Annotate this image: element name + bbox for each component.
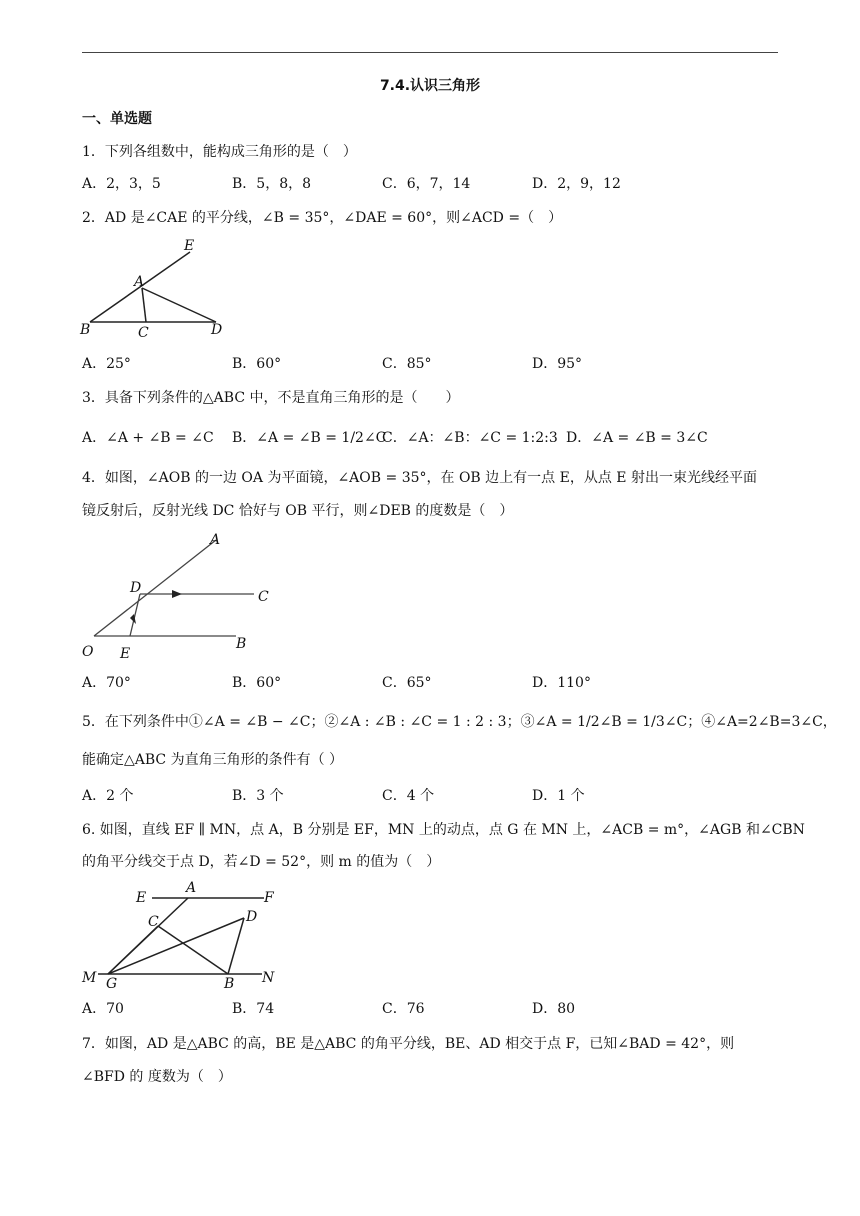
q6-segment-bd — [228, 918, 244, 974]
question-1-stem: 1．下列各组数中，能构成三角形的是（ ） — [82, 144, 357, 160]
q4-figure — [78, 530, 278, 664]
q2-label-b: B — [80, 322, 91, 338]
question-7-stem-line-2: ∠BFD 的 度数为（ ） — [82, 1069, 232, 1085]
q6-label-a: A — [186, 880, 197, 896]
q4-option-d: D．110° — [532, 675, 591, 691]
q4-ray-ed — [130, 594, 140, 636]
q2-option-d: D．95° — [532, 356, 583, 372]
q4-label-o: O — [82, 644, 94, 660]
q6-label-c: C — [148, 914, 159, 930]
q1-option-b: B．5，8，8 — [232, 176, 312, 192]
q5-option-d: D．1 个 — [532, 788, 585, 804]
q4-option-a: A．70° — [82, 675, 131, 691]
q6-label-n: N — [262, 970, 275, 986]
q6-label-m: M — [82, 970, 97, 986]
q6-label-b: B — [224, 976, 235, 990]
q3-option-a: A．∠A + ∠B = ∠C — [82, 430, 214, 446]
q1-option-a: A．2，3，5 — [82, 176, 161, 192]
q4-label-b: B — [236, 636, 247, 652]
question-4-stem-line-1: 4．如图，∠AOB 的一边 OA 为平面镜，∠AOB = 35°，在 OB 边上有一点 E，从点 E 射出一束光线经平面 — [82, 470, 757, 486]
q6-option-c: C．76 — [382, 1001, 425, 1017]
q3-option-c: C．∠A：∠B：∠C = 1:2:3 — [382, 430, 558, 446]
q1-option-c: C．6，7，14 — [382, 176, 471, 192]
q6-label-f: F — [264, 890, 274, 906]
q6-option-a: A．70 — [82, 1001, 124, 1017]
header-rule — [82, 52, 778, 53]
q2-figure — [78, 236, 238, 342]
question-6-stem-line-2: 的角平分线交于点 D，若∠D = 52°，则 m 的值为（ ） — [82, 854, 441, 870]
q2-label-c: C — [138, 325, 149, 341]
q5-option-a: A．2 个 — [82, 788, 134, 804]
question-5-stem-line-2: 能确定△ABC 为直角三角形的条件有（ ） — [82, 752, 344, 768]
q6-segment-cb — [158, 926, 228, 974]
q6-label-e: E — [136, 890, 147, 906]
q1-option-d: D．2，9，12 — [532, 176, 621, 192]
q4-option-c: C．65° — [382, 675, 432, 691]
q4-label-c: C — [258, 589, 269, 605]
question-2-stem: 2．AD 是∠CAE 的平分线，∠B = 35°，∠DAE = 60°，则∠ACD =（ ） — [82, 210, 563, 226]
question-6-stem-line-1: 6. 如图，直线 EF ∥ MN，点 A，B 分别是 EF，MN 上的动点，点 G 在 MN 上，∠ACB = m°，∠AGB 和∠CBN — [82, 822, 805, 838]
q2-option-b: B．60° — [232, 356, 282, 372]
q6-segment-gc — [108, 926, 158, 974]
q4-mirror-oa — [94, 540, 216, 636]
page-title: 7.4.认识三角形 — [379, 78, 481, 94]
question-4-stem-line-2: 镜反射后，反射光线 DC 恰好与 OB 平行，则∠DEB 的度数是（ ） — [82, 503, 514, 519]
q2-option-a: A．25° — [82, 356, 131, 372]
q2-label-e: E — [184, 238, 195, 254]
q2-option-c: C．85° — [382, 356, 432, 372]
q4-label-e: E — [120, 646, 131, 662]
q2-segment-ad — [142, 288, 216, 322]
q2-label-d: D — [211, 322, 223, 338]
q6-label-g: G — [106, 976, 118, 990]
q3-option-b: B．∠A = ∠B = 1/2∠C — [232, 430, 387, 446]
q2-segment-ac — [142, 288, 146, 322]
q5-option-c: C．4 个 — [382, 788, 435, 804]
q6-segment-gd — [108, 918, 244, 974]
question-3-stem: 3．具备下列条件的△ABC 中，不是直角三角形的是（ ） — [82, 390, 460, 406]
question-7-stem-line-1: 7．如图，AD 是△ABC 的高，BE 是△ABC 的角平分线，BE、AD 相交于点 F，已知∠BAD = 42°，则 — [82, 1036, 735, 1052]
q4-arrow-right — [172, 590, 182, 598]
question-5-stem-line-1: 5．在下列条件中①∠A = ∠B − ∠C；②∠A : ∠B : ∠C = 1 : 2 : 3；③∠A = 1/2∠B = 1/3∠C；④∠A=2∠B=3∠C， — [82, 714, 837, 730]
q6-option-b: B．74 — [232, 1001, 275, 1017]
q6-figure — [78, 878, 288, 990]
q5-option-b: B．3 个 — [232, 788, 284, 804]
section-heading: 一、单选题 — [82, 111, 152, 127]
q2-label-a: A — [134, 274, 145, 290]
q4-option-b: B．60° — [232, 675, 282, 691]
q3-option-d: D．∠A = ∠B = 3∠C — [566, 430, 708, 446]
q6-option-d: D．80 — [532, 1001, 576, 1017]
q6-label-d: D — [246, 909, 258, 925]
q4-label-a: A — [210, 532, 221, 548]
q4-label-d: D — [130, 580, 142, 596]
